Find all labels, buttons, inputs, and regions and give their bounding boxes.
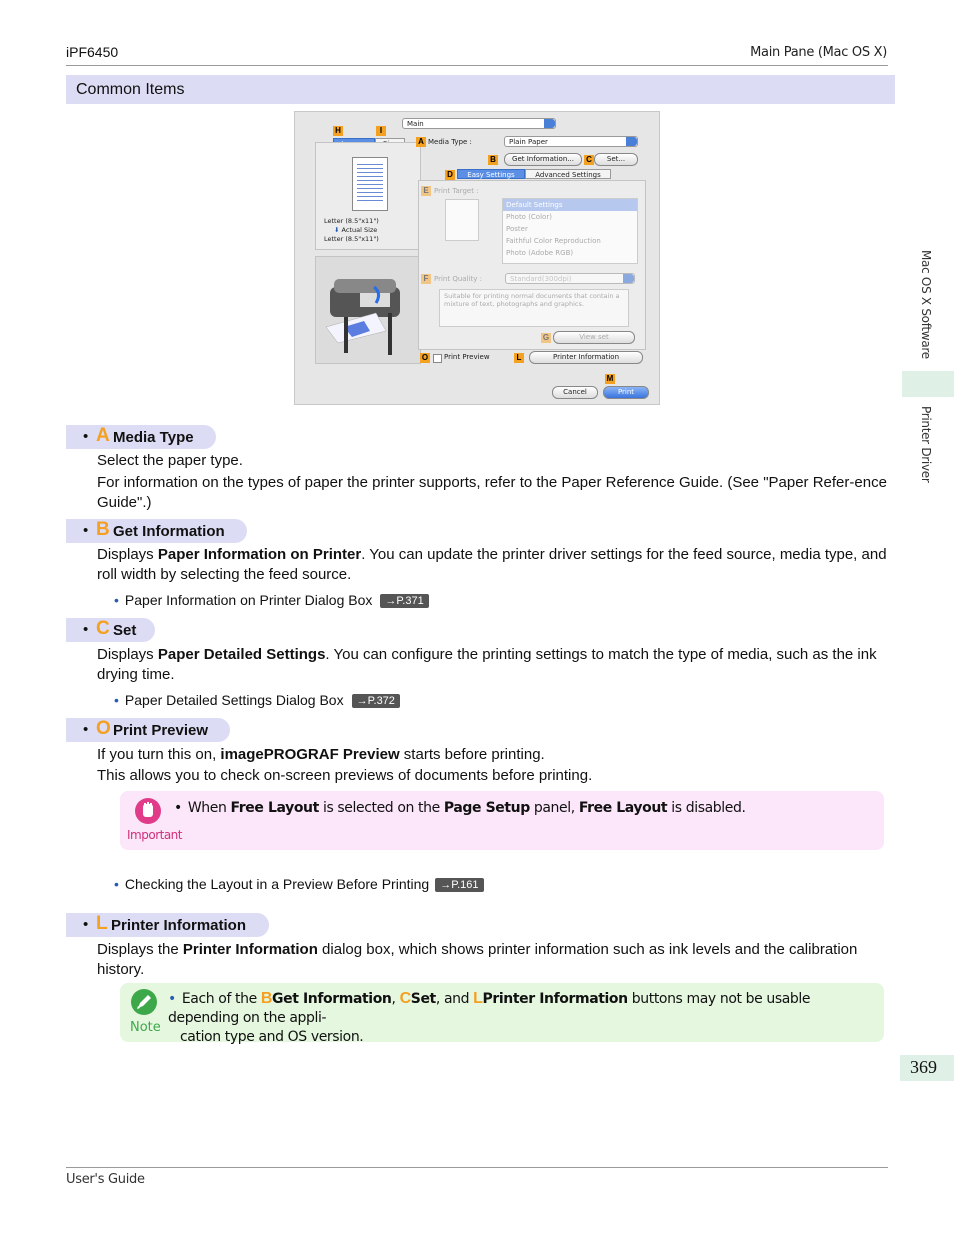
item-printer-information-header bbox=[66, 913, 269, 937]
header-model: iPF6450 bbox=[66, 44, 119, 60]
target-default-settings[interactable]: Default Settings bbox=[503, 199, 637, 211]
media-type-desc-2: For information on the types of paper the printer supports, refer to the Paper Reference Guide. (See "Paper Refer-ence Guide".) bbox=[97, 474, 887, 511]
hand-stop-icon bbox=[135, 798, 161, 824]
item-title-printer-information: Printer Information bbox=[111, 917, 247, 934]
label-g: G bbox=[542, 333, 550, 342]
media-type-label: Media Type : bbox=[428, 138, 472, 146]
side-tab-mac-os-x-software[interactable]: Mac OS X Software bbox=[919, 250, 933, 359]
bullet-icon: • bbox=[83, 721, 89, 738]
page-ref-badge[interactable]: →P.371 bbox=[380, 594, 428, 608]
important-callout bbox=[120, 791, 884, 850]
set-button[interactable]: Set... bbox=[594, 153, 638, 166]
label-l: L bbox=[514, 353, 524, 363]
note-callout bbox=[120, 983, 884, 1045]
media-type-select[interactable]: Plain Paper bbox=[504, 136, 638, 147]
label-m: M bbox=[606, 374, 614, 383]
item-letter-l: L bbox=[96, 913, 108, 934]
cancel-button[interactable]: Cancel bbox=[552, 386, 598, 399]
section-header bbox=[66, 75, 895, 104]
item-get-information-header bbox=[66, 519, 247, 543]
footer-divider bbox=[66, 1167, 888, 1168]
page-ref-badge[interactable]: →P.372 bbox=[352, 694, 400, 708]
target-photo-color[interactable]: Photo (Color) bbox=[506, 213, 552, 221]
label-i: I bbox=[376, 126, 386, 136]
printer-image-panel bbox=[315, 256, 421, 364]
printer-icon bbox=[316, 257, 420, 363]
side-tab-marker bbox=[902, 371, 954, 397]
target-thumbnail bbox=[445, 199, 479, 241]
note-label: Note bbox=[130, 1020, 161, 1035]
label-e: E bbox=[421, 186, 431, 196]
description-box: Suitable for printing normal documents that contain a mixture of text, photographs and graphics. bbox=[439, 289, 629, 327]
item-media-type-header bbox=[66, 425, 216, 449]
label-d: D bbox=[445, 170, 455, 180]
bullet-icon: • bbox=[83, 522, 89, 539]
get-information-button[interactable]: Get Information... bbox=[504, 153, 582, 166]
paper-size-line1: Letter (8.5"x11") bbox=[324, 217, 379, 225]
label-o: O bbox=[421, 353, 429, 362]
print-preview-desc-2: This allows you to check on-screen previews of documents before printing. bbox=[97, 767, 593, 784]
bullet-icon: • bbox=[83, 428, 89, 445]
label-f: F bbox=[421, 274, 431, 284]
printer-information-button[interactable]: Printer Information bbox=[529, 351, 643, 364]
target-poster[interactable]: Poster bbox=[506, 225, 528, 233]
item-letter-c: C bbox=[96, 618, 110, 639]
bullet-icon: • bbox=[114, 876, 119, 892]
view-set-button[interactable]: View set bbox=[553, 331, 635, 344]
item-title-get-information: Get Information bbox=[113, 523, 225, 540]
print-preview-checkbox[interactable] bbox=[433, 354, 442, 363]
header-section: Main Pane (Mac OS X) bbox=[750, 45, 887, 60]
print-button[interactable]: Print bbox=[603, 386, 649, 399]
link-checking-layout-preview[interactable]: • Checking the Layout in a Preview Before Printing →P.161 bbox=[114, 876, 484, 892]
side-tab-printer-driver[interactable]: Printer Driver bbox=[919, 406, 933, 483]
item-title-print-preview: Print Preview bbox=[113, 722, 209, 739]
target-photo-adobe-rgb[interactable]: Photo (Adobe RGB) bbox=[506, 249, 574, 257]
item-letter-a: A bbox=[96, 425, 110, 446]
set-desc: Displays Paper Detailed Settings. You can configure the printing settings to match the type of media, such as the ink drying time. bbox=[97, 646, 877, 683]
target-faithful-color[interactable]: Faithful Color Reproduction bbox=[506, 237, 601, 245]
bullet-icon: • bbox=[83, 621, 89, 638]
paper-size-line3: Letter (8.5"x11") bbox=[324, 235, 379, 243]
pencil-icon bbox=[131, 989, 157, 1015]
item-title-set: Set bbox=[113, 622, 137, 639]
media-type-desc-1: Select the paper type. bbox=[97, 452, 243, 469]
print-quality-select[interactable]: Standard(300dpi) bbox=[505, 273, 635, 284]
item-print-preview-header bbox=[66, 718, 230, 742]
preview-panel bbox=[315, 142, 421, 250]
page-number: 369 bbox=[910, 1057, 937, 1077]
preset-select[interactable]: Main bbox=[402, 118, 556, 129]
footer-text: User's Guide bbox=[66, 1172, 145, 1187]
print-preview-label: Print Preview bbox=[444, 353, 490, 361]
print-target-list[interactable] bbox=[502, 198, 638, 264]
header-divider bbox=[66, 65, 888, 66]
important-label: Important bbox=[127, 828, 182, 842]
important-text: • When Free Layout is selected on the Page Setup panel, Free Layout is disabled. bbox=[174, 800, 746, 816]
bullet-icon: • bbox=[114, 592, 119, 608]
tab-easy-settings[interactable]: Easy Settings bbox=[457, 169, 525, 179]
main-pane-screenshot bbox=[294, 111, 660, 405]
tab-advanced-settings[interactable]: Advanced Settings bbox=[525, 169, 611, 179]
item-title-media-type: Media Type bbox=[113, 429, 194, 446]
label-c: C bbox=[584, 155, 594, 165]
arrow-down-icon: ⬇ bbox=[334, 226, 340, 234]
item-set-header bbox=[66, 618, 155, 642]
item-letter-o: O bbox=[96, 718, 111, 739]
item-letter-b: B bbox=[96, 519, 110, 540]
page-preview bbox=[352, 157, 388, 211]
paper-size-line2: Actual Size bbox=[341, 226, 378, 234]
get-information-desc: Displays Paper Information on Printer. You can update the printer driver settings for the feed source, media type, and roll width by selecting the feed source. bbox=[97, 546, 887, 583]
easy-settings-panel bbox=[418, 180, 646, 350]
link-paper-detailed-settings-dialog[interactable]: • Paper Detailed Settings Dialog Box →P.372 bbox=[114, 692, 400, 708]
print-quality-label: Print Quality : bbox=[434, 275, 482, 283]
label-h: H bbox=[333, 126, 343, 136]
page-ref-badge[interactable]: →P.161 bbox=[435, 878, 483, 892]
print-preview-desc-1: If you turn this on, imagePROGRAF Preview starts before printing. bbox=[97, 746, 545, 763]
page-number-tab bbox=[900, 1055, 954, 1081]
label-b: B bbox=[488, 155, 498, 165]
note-text: • Each of the BGet Information, CSet, and LPrinter Information buttons may not be usable depending on the appli- cation type and OS version. bbox=[168, 990, 811, 1045]
print-target-label: Print Target : bbox=[434, 187, 479, 195]
section-title: Common Items bbox=[76, 81, 185, 98]
link-paper-information-dialog[interactable]: • Paper Information on Printer Dialog Box →P.371 bbox=[114, 592, 429, 608]
bullet-icon: • bbox=[114, 692, 119, 708]
printer-information-desc: Displays the Printer Information dialog box, which shows printer information such as ink levels and the calibration history. bbox=[97, 941, 858, 978]
bullet-icon: • bbox=[83, 916, 89, 933]
label-a: A bbox=[416, 137, 426, 147]
